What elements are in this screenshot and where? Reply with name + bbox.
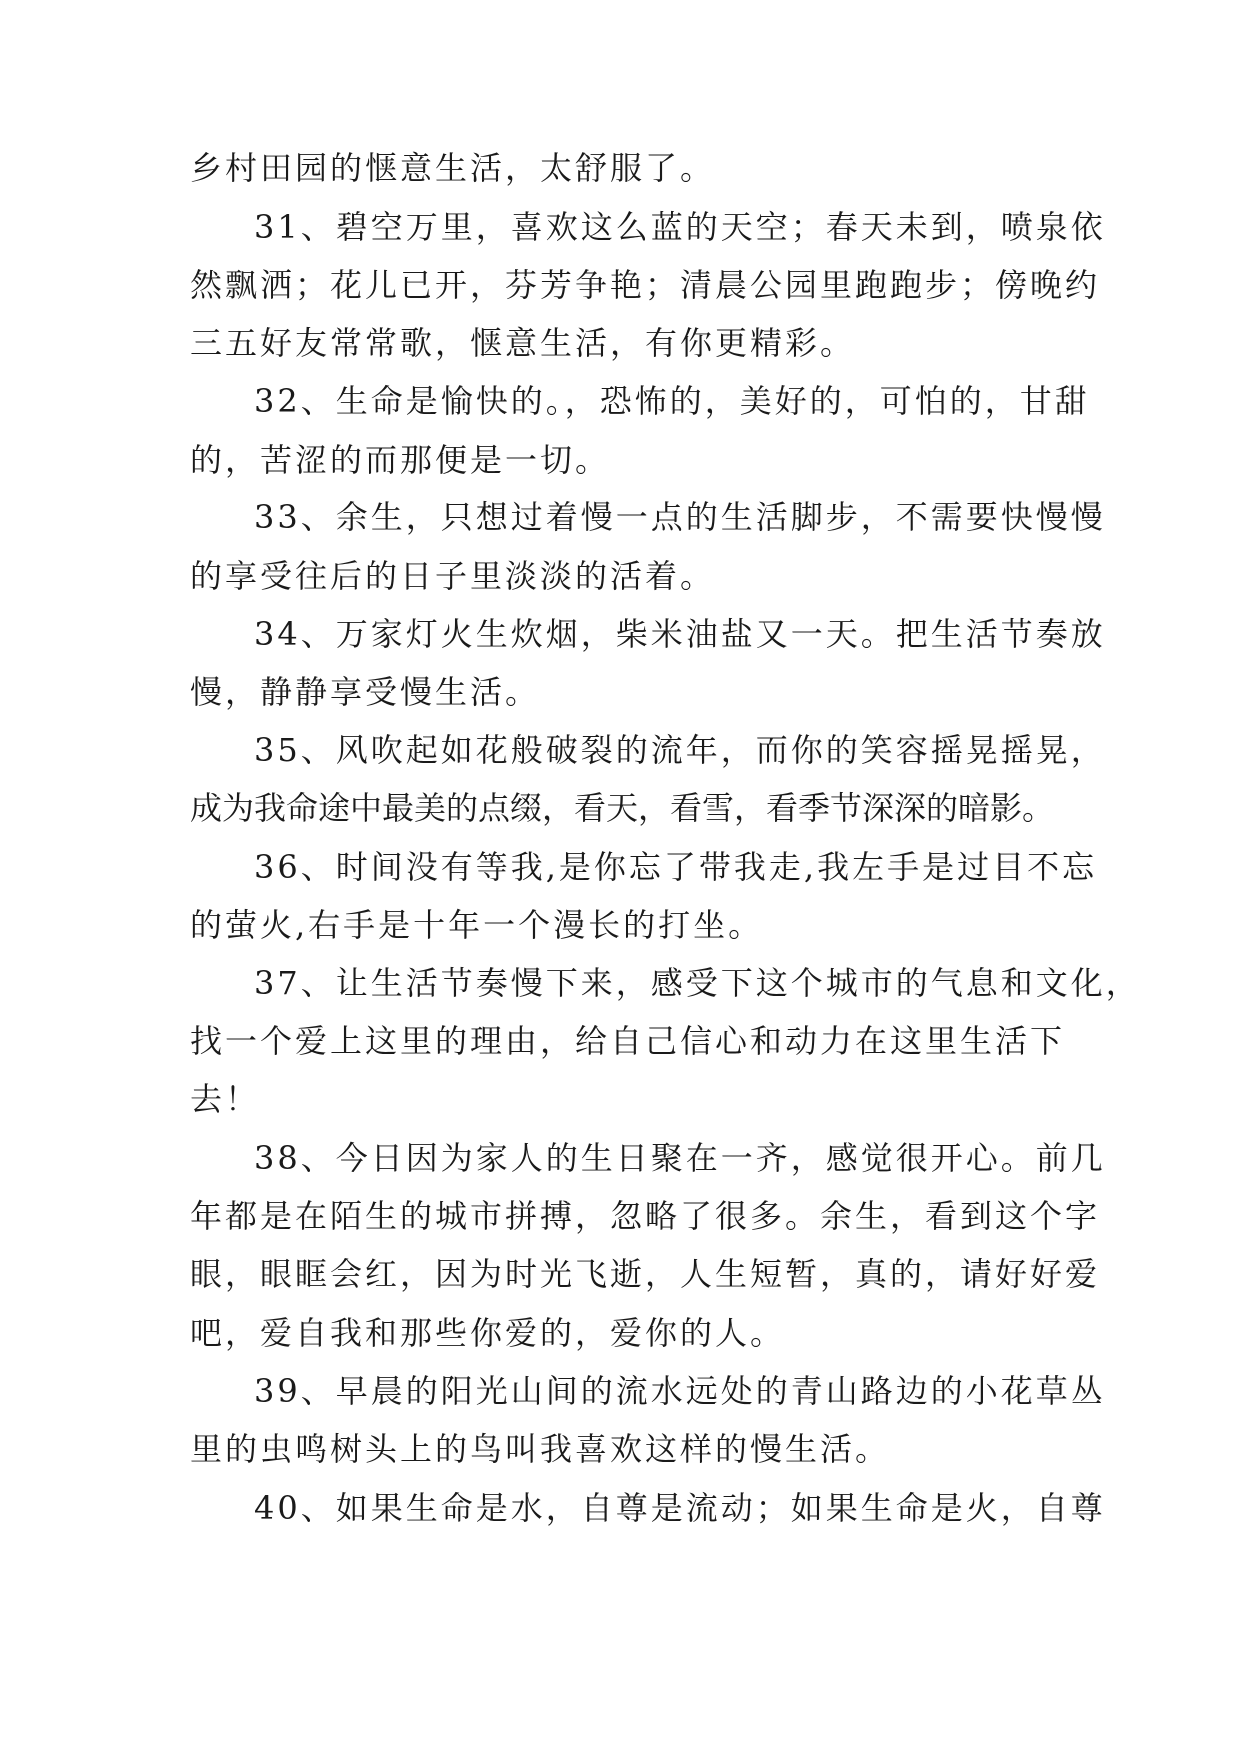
text-line: 三五好友常常歌，惬意生活，有你更精彩。 — [190, 324, 856, 362]
text-line: 32、生命是愉快的。，恐怖的，美好的，可怕的，甘甜 — [254, 382, 1090, 420]
text-line: 35、风吹起如花般破裂的流年，而你的笑容摇晃摇晃， — [254, 731, 1106, 769]
text-line: 的享受往后的日子里淡淡的活着。 — [190, 557, 716, 595]
text-line: 成为我命途中最美的点缀，看天，看雪，看季节深深的暗影。 — [190, 789, 1055, 827]
text-line: 34、万家灯火生炊烟，柴米油盐又一天。把生活节奏放 — [254, 615, 1106, 653]
text-line: 然飘洒；花儿已开，芬芳争艳；清晨公园里跑跑步；傍晚约 — [190, 266, 1101, 304]
text-line: 找一个爱上这里的理由，给自己信心和动力在这里生活下 — [190, 1022, 1066, 1060]
text-line: 37、让生活节奏慢下来，感受下这个城市的气息和文化， — [254, 964, 1141, 1002]
text-line: 的萤火,右手是十年一个漫长的打坐。 — [190, 906, 764, 944]
text-line: 的，苦涩的而那便是一切。 — [190, 441, 611, 479]
text-line: 40、如果生命是水，自尊是流动；如果生命是火，自尊 — [254, 1489, 1106, 1527]
text-line: 吧，爱自我和那些你爱的，爱你的人。 — [190, 1314, 786, 1352]
text-line: 乡村田园的惬意生活，太舒服了。 — [190, 149, 716, 187]
text-line: 里的虫鸣树头上的鸟叫我喜欢这样的慢生活。 — [190, 1430, 891, 1468]
text-line: 去！ — [190, 1080, 261, 1118]
text-line: 38、今日因为家人的生日聚在一齐，感觉很开心。前几 — [254, 1139, 1106, 1177]
text-line: 33、余生，只想过着慢一点的生活脚步，不需要快慢慢 — [254, 498, 1106, 536]
text-line: 眼，眼眶会红，因为时光飞逝，人生短暂，真的，请好好爱 — [190, 1255, 1101, 1293]
text-line: 31、碧空万里，喜欢这么蓝的天空；春天未到，喷泉依 — [254, 208, 1106, 246]
text-line: 年都是在陌生的城市拼搏，忽略了很多。余生，看到这个字 — [190, 1197, 1101, 1235]
text-line: 36、时间没有等我,是你忘了带我走,我左手是过目不忘 — [254, 848, 1098, 886]
text-line: 39、早晨的阳光山间的流水远处的青山路边的小花草丛 — [254, 1372, 1106, 1410]
text-line: 慢，静静享受慢生活。 — [190, 673, 541, 711]
